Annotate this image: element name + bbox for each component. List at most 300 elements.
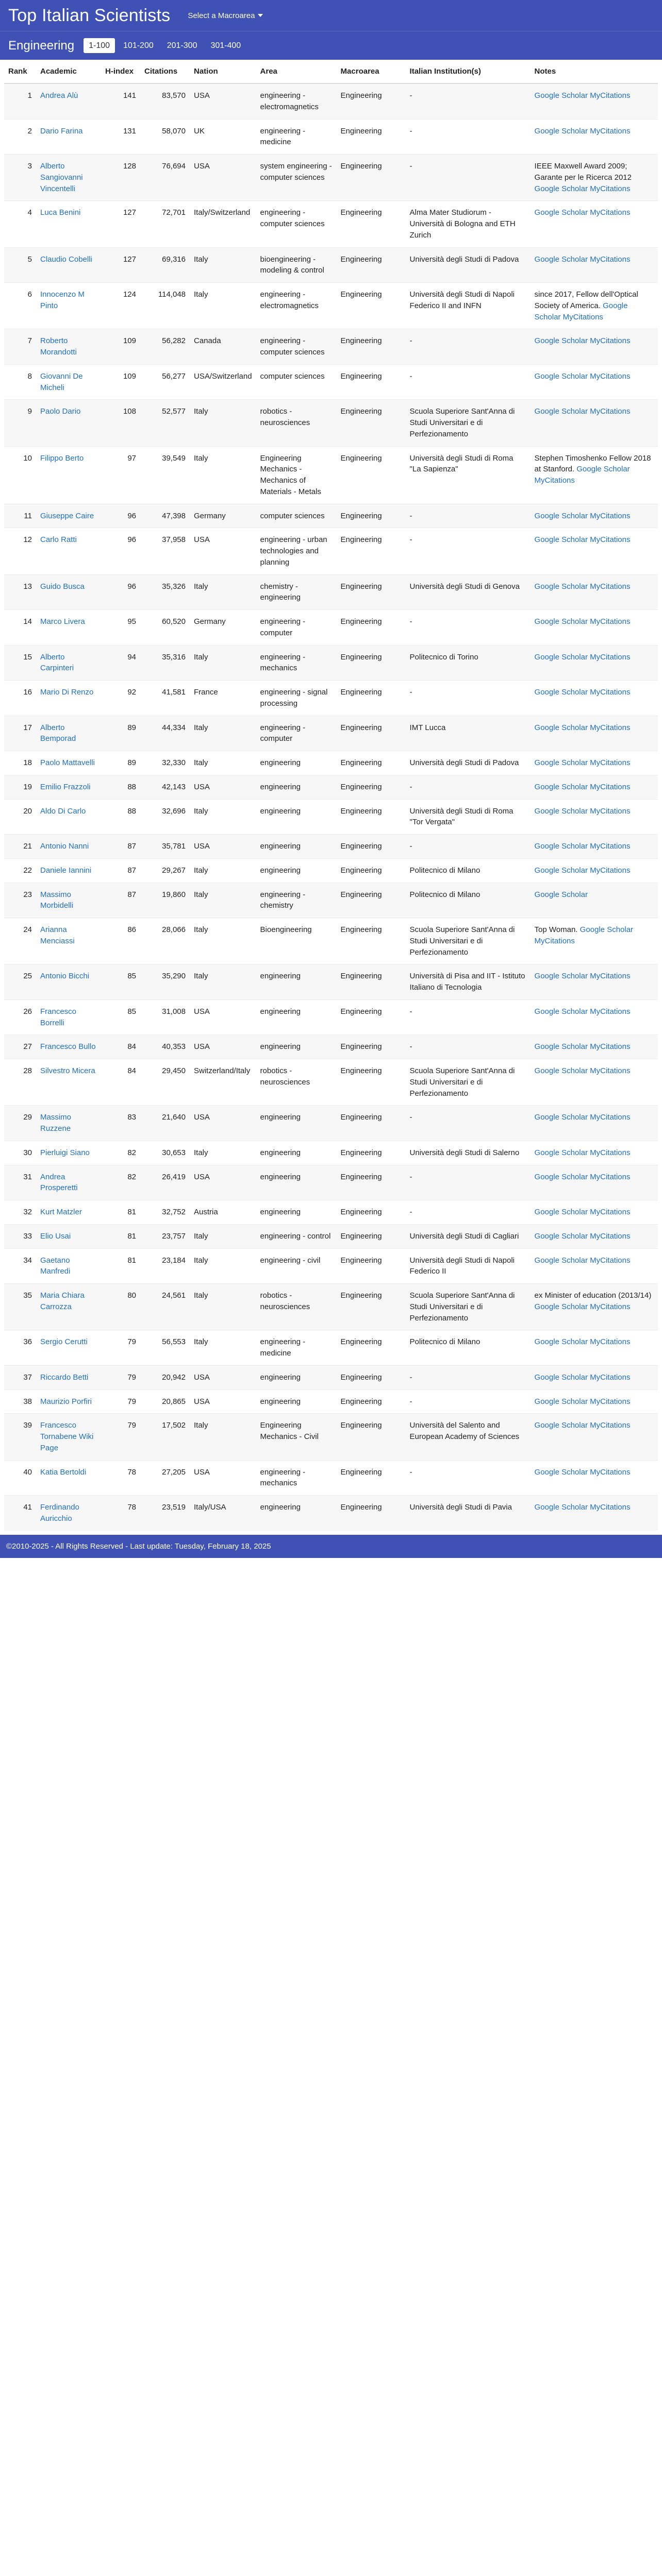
citations-cell: 72,701 xyxy=(140,201,190,247)
notes-cell: IEEE Maxwell Award 2009; Garante per le Ricerca 2012 Google Scholar MyCitations xyxy=(531,155,658,201)
area-cell: bioengineering - modeling & control xyxy=(256,247,337,283)
academic-link[interactable]: Antonio Nanni xyxy=(36,835,101,859)
macroarea-cell: Engineering xyxy=(337,1224,406,1248)
macroarea-cell: Engineering xyxy=(337,364,406,400)
nation-cell: Italy xyxy=(190,400,256,446)
google-scholar-link[interactable]: Google Scholar MyCitations xyxy=(534,255,631,264)
area-cell: computer sciences xyxy=(256,364,337,400)
google-scholar-link[interactable]: Google Scholar MyCitations xyxy=(534,1208,631,1216)
institution-cell: Università degli Studi di Padova xyxy=(406,751,531,775)
table-row xyxy=(4,681,658,716)
nation-cell: USA xyxy=(190,1106,256,1141)
nation-cell: USA xyxy=(190,1389,256,1414)
academic-link[interactable]: Giuseppe Caire xyxy=(36,504,101,528)
academic-link[interactable]: Ferdinando Auricchio xyxy=(36,1496,101,1531)
rank-cell: 20 xyxy=(4,799,36,835)
google-scholar-link[interactable]: Google Scholar MyCitations xyxy=(534,1007,631,1016)
academic-link[interactable]: Paolo Dario xyxy=(36,400,101,446)
h-index-cell: 80 xyxy=(101,1284,140,1330)
academic-link[interactable]: Arianna Menciassi xyxy=(36,918,101,964)
academic-link[interactable]: Riccardo Betti xyxy=(36,1365,101,1389)
table-row xyxy=(4,1248,658,1284)
macroarea-cell: Engineering xyxy=(337,83,406,119)
academic-link[interactable]: Alberto Bemporad xyxy=(36,716,101,751)
google-scholar-link[interactable]: Google Scholar MyCitations xyxy=(534,1397,631,1406)
google-scholar-link[interactable]: Google Scholar MyCitations xyxy=(534,652,631,662)
area-cell: engineering - signal processing xyxy=(256,681,337,716)
area-cell: Engineering Mechanics - Mechanics of Materials - Metals xyxy=(256,446,337,504)
range-button-4[interactable]: 301-400 xyxy=(210,41,241,50)
notes-cell xyxy=(531,964,658,1000)
table-row xyxy=(4,83,658,119)
nation-cell: Italy xyxy=(190,858,256,883)
nation-cell: Italy xyxy=(190,1414,256,1460)
nation-cell: Italy xyxy=(190,446,256,504)
range-bar xyxy=(0,31,662,60)
google-scholar-link[interactable]: Google Scholar MyCitations xyxy=(534,842,631,851)
nation-cell: France xyxy=(190,681,256,716)
citations-cell: 114,048 xyxy=(140,283,190,329)
academic-link[interactable]: Mario Di Renzo xyxy=(36,681,101,716)
citations-cell: 58,070 xyxy=(140,119,190,155)
macroarea-cell: Engineering xyxy=(337,751,406,775)
google-scholar-link[interactable]: Google Scholar MyCitations xyxy=(534,1148,631,1157)
h-index-cell: 95 xyxy=(101,610,140,646)
table-row xyxy=(4,1035,658,1059)
area-cell: engineering - computer sciences xyxy=(256,329,337,365)
academic-link[interactable]: Massimo Morbidelli xyxy=(36,883,101,918)
area-cell: engineering - computer xyxy=(256,610,337,646)
academic-link[interactable]: Paolo Mattavelli xyxy=(36,751,101,775)
academic-link[interactable]: Daniele Iannini xyxy=(36,858,101,883)
academic-link[interactable]: Maurizio Porfiri xyxy=(36,1389,101,1414)
h-index-cell: 88 xyxy=(101,775,140,799)
citations-cell: 23,757 xyxy=(140,1224,190,1248)
google-scholar-link[interactable]: Google Scholar MyCitations xyxy=(534,1337,631,1347)
area-cell: engineering - control xyxy=(256,1224,337,1248)
area-cell: robotics - neurosciences xyxy=(256,1059,337,1106)
rank-cell: 8 xyxy=(4,364,36,400)
academic-link[interactable]: Carlo Ratti xyxy=(36,528,101,574)
macroarea-cell: Engineering xyxy=(337,155,406,201)
academic-link[interactable]: Innocenzo M Pinto xyxy=(36,283,101,329)
citations-cell: 60,520 xyxy=(140,610,190,646)
top-navbar xyxy=(0,0,662,31)
institution-cell: - xyxy=(406,835,531,859)
range-button-3[interactable]: 201-300 xyxy=(167,41,197,50)
macroarea-cell: Engineering xyxy=(337,247,406,283)
h-index-cell: 85 xyxy=(101,964,140,1000)
area-cell: engineering xyxy=(256,1200,337,1225)
institution-cell: Scuola Superiore Sant'Anna di Studi Universitari e di Perfezionamento xyxy=(406,1059,531,1106)
notes-cell xyxy=(531,1224,658,1248)
google-scholar-link[interactable]: Google Scholar MyCitations xyxy=(534,1066,631,1075)
h-index-cell: 89 xyxy=(101,716,140,751)
nation-cell: USA xyxy=(190,528,256,574)
table-row xyxy=(4,247,658,283)
google-scholar-link[interactable]: Google Scholar MyCitations xyxy=(534,511,631,520)
table-row xyxy=(4,999,658,1035)
macroarea-cell: Engineering xyxy=(337,1059,406,1106)
nation-cell: USA xyxy=(190,1165,256,1200)
notes-cell xyxy=(531,504,658,528)
institution-cell: - xyxy=(406,1365,531,1389)
h-index-cell: 86 xyxy=(101,918,140,964)
table-row xyxy=(4,329,658,365)
macroarea-label: Select a Macroarea xyxy=(188,11,255,20)
nation-cell: Switzerland/Italy xyxy=(190,1059,256,1106)
area-cell: engineering - civil xyxy=(256,1248,337,1284)
area-cell: engineering xyxy=(256,1496,337,1531)
area-cell: engineering - medicine xyxy=(256,119,337,155)
academic-link[interactable]: Kurt Matzler xyxy=(36,1200,101,1225)
h-index-cell: 87 xyxy=(101,883,140,918)
academic-link[interactable]: Maria Chiara Carrozza xyxy=(36,1284,101,1330)
footer-text: ©2010-2025 - All Rights Reserved - Last update: Tuesday, February 18, 2025 xyxy=(6,1541,271,1551)
macroarea-cell: Engineering xyxy=(337,610,406,646)
institution-cell: - xyxy=(406,119,531,155)
institution-cell: Scuola Superiore Sant'Anna di Studi Universitari e di Perfezionamento xyxy=(406,1284,531,1330)
google-scholar-link[interactable]: Google Scholar MyCitations xyxy=(534,208,631,217)
institution-cell: - xyxy=(406,83,531,119)
institution-cell: - xyxy=(406,1106,531,1141)
range-button-2[interactable]: 101-200 xyxy=(123,41,154,50)
macroarea-cell: Engineering xyxy=(337,1389,406,1414)
nation-cell: Italy xyxy=(190,883,256,918)
rank-cell: 38 xyxy=(4,1389,36,1414)
range-selector xyxy=(84,41,249,50)
table-row xyxy=(4,1389,658,1414)
google-scholar-link[interactable]: Google Scholar MyCitations xyxy=(534,1467,631,1477)
google-scholar-link[interactable]: Google Scholar MyCitations xyxy=(534,1231,631,1241)
area-cell: engineering - computer sciences xyxy=(256,201,337,247)
macroarea-cell: Engineering xyxy=(337,574,406,610)
google-scholar-link[interactable]: Google Scholar MyCitations xyxy=(534,925,634,945)
institution-cell: Università degli Studi di Genova xyxy=(406,574,531,610)
range-button-1[interactable]: 1-100 xyxy=(84,38,115,53)
notes-cell xyxy=(531,775,658,799)
citations-cell: 35,781 xyxy=(140,835,190,859)
area-cell: engineering - urban technologies and planning xyxy=(256,528,337,574)
google-scholar-link[interactable]: Google Scholar MyCitations xyxy=(534,1503,631,1512)
area-cell: engineering xyxy=(256,1165,337,1200)
table-body xyxy=(4,83,658,1531)
google-scholar-link[interactable]: Google Scholar MyCitations xyxy=(534,806,631,816)
notes-cell xyxy=(531,999,658,1035)
area-cell: engineering xyxy=(256,799,337,835)
google-scholar-link[interactable]: Google Scholar MyCitations xyxy=(534,582,631,591)
macroarea-cell: Engineering xyxy=(337,999,406,1035)
col-nation: Nation xyxy=(190,60,256,83)
h-index-cell: 109 xyxy=(101,364,140,400)
h-index-cell: 109 xyxy=(101,329,140,365)
citations-cell: 56,277 xyxy=(140,364,190,400)
table-row xyxy=(4,400,658,446)
table-row xyxy=(4,1165,658,1200)
h-index-cell: 83 xyxy=(101,1106,140,1141)
citations-cell: 17,502 xyxy=(140,1414,190,1460)
nation-cell: Austria xyxy=(190,1200,256,1225)
google-scholar-link[interactable]: Google Scholar MyCitations xyxy=(534,126,631,135)
h-index-cell: 96 xyxy=(101,528,140,574)
h-index-cell: 88 xyxy=(101,799,140,835)
academic-link[interactable]: Elio Usai xyxy=(36,1224,101,1248)
rank-cell: 9 xyxy=(4,400,36,446)
institution-cell: Università di Pisa and IIT - Istituto Italiano di Tecnologia xyxy=(406,964,531,1000)
academic-link[interactable]: Massimo Ruzzene xyxy=(36,1106,101,1141)
academic-link[interactable]: Antonio Bicchi xyxy=(36,964,101,1000)
nation-cell: USA xyxy=(190,1365,256,1389)
macroarea-title: Engineering xyxy=(8,38,75,53)
h-index-cell: 79 xyxy=(101,1414,140,1460)
institution-cell: - xyxy=(406,1460,531,1496)
table-row xyxy=(4,528,658,574)
h-index-cell: 84 xyxy=(101,1059,140,1106)
macroarea-cell: Engineering xyxy=(337,201,406,247)
h-index-cell: 96 xyxy=(101,504,140,528)
macroarea-cell: Engineering xyxy=(337,1284,406,1330)
col-rank: Rank xyxy=(4,60,36,83)
citations-cell: 41,581 xyxy=(140,681,190,716)
site-title[interactable]: Top Italian Scientists xyxy=(8,5,171,25)
google-scholar-link[interactable]: Google Scholar MyCitations xyxy=(534,1421,631,1430)
table-row xyxy=(4,446,658,504)
academic-link[interactable]: Giovanni De Micheli xyxy=(36,364,101,400)
area-cell: robotics - neurosciences xyxy=(256,1284,337,1330)
institution-cell: - xyxy=(406,364,531,400)
institution-cell: - xyxy=(406,681,531,716)
institution-cell: Università degli Studi di Roma "Tor Vergata" xyxy=(406,799,531,835)
google-scholar-link[interactable]: Google Scholar MyCitations xyxy=(534,617,631,626)
table-row xyxy=(4,645,658,681)
academic-link[interactable]: Dario Farina xyxy=(36,119,101,155)
academic-link[interactable]: Roberto Morandotti xyxy=(36,329,101,365)
nation-cell: USA xyxy=(190,999,256,1035)
citations-cell: 21,640 xyxy=(140,1106,190,1141)
citations-cell: 69,316 xyxy=(140,247,190,283)
academic-link[interactable]: Silvestro Micera xyxy=(36,1059,101,1106)
area-cell: system engineering - computer sciences xyxy=(256,155,337,201)
nation-cell: Italy/USA xyxy=(190,1496,256,1531)
macroarea-cell: Engineering xyxy=(337,283,406,329)
citations-cell: 56,282 xyxy=(140,329,190,365)
nation-cell: Italy xyxy=(190,1248,256,1284)
academic-link[interactable]: Filippo Berto xyxy=(36,446,101,504)
h-index-cell: 79 xyxy=(101,1330,140,1366)
google-scholar-link[interactable]: Google Scholar MyCitations xyxy=(534,336,631,346)
google-scholar-link[interactable]: Google Scholar MyCitations xyxy=(534,688,631,697)
citations-cell: 24,561 xyxy=(140,1284,190,1330)
rank-cell: 33 xyxy=(4,1224,36,1248)
nation-cell: USA xyxy=(190,1035,256,1059)
institution-cell: Università del Salento and European Academy of Sciences xyxy=(406,1414,531,1460)
notes-cell: ex Minister of education (2013/14) Google Scholar MyCitations xyxy=(531,1284,658,1330)
citations-cell: 20,942 xyxy=(140,1365,190,1389)
citations-cell: 31,008 xyxy=(140,999,190,1035)
nation-cell: Italy xyxy=(190,645,256,681)
h-index-cell: 79 xyxy=(101,1389,140,1414)
nation-cell: Italy xyxy=(190,283,256,329)
macroarea-cell: Engineering xyxy=(337,681,406,716)
google-scholar-link[interactable]: Google Scholar MyCitations xyxy=(534,184,631,193)
google-scholar-link[interactable]: Google Scholar MyCitations xyxy=(534,866,631,875)
area-cell: engineering - computer xyxy=(256,716,337,751)
nation-cell: Germany xyxy=(190,504,256,528)
macroarea-cell: Engineering xyxy=(337,329,406,365)
macroarea-dropdown[interactable] xyxy=(188,11,263,20)
col-academic: Academic xyxy=(36,60,101,83)
academic-link[interactable]: Francesco Borrelli xyxy=(36,999,101,1035)
google-scholar-link[interactable]: Google Scholar MyCitations xyxy=(534,972,631,981)
academic-link[interactable]: Claudio Cobelli xyxy=(36,247,101,283)
academic-link[interactable]: Pierluigi Siano xyxy=(36,1141,101,1165)
academic-link[interactable]: Gaetano Manfredi xyxy=(36,1248,101,1284)
h-index-cell: 78 xyxy=(101,1496,140,1531)
institution-cell: - xyxy=(406,504,531,528)
academic-link[interactable]: Sergio Cerutti xyxy=(36,1330,101,1366)
macroarea-cell: Engineering xyxy=(337,716,406,751)
academic-link[interactable]: Guido Busca xyxy=(36,574,101,610)
google-scholar-link[interactable]: Google Scholar MyCitations xyxy=(534,1042,631,1052)
google-scholar-link[interactable]: Google Scholar MyCitations xyxy=(534,91,631,100)
google-scholar-link[interactable]: Google Scholar MyCitations xyxy=(534,1172,631,1181)
h-index-cell: 141 xyxy=(101,83,140,119)
table-row xyxy=(4,283,658,329)
h-index-cell: 81 xyxy=(101,1200,140,1225)
nation-cell: USA xyxy=(190,775,256,799)
google-scholar-link[interactable]: Google Scholar xyxy=(534,890,588,899)
rank-cell: 39 xyxy=(4,1414,36,1460)
notes-cell xyxy=(531,1248,658,1284)
h-index-cell: 81 xyxy=(101,1224,140,1248)
rank-cell: 18 xyxy=(4,751,36,775)
h-index-cell: 92 xyxy=(101,681,140,716)
rank-cell: 28 xyxy=(4,1059,36,1106)
notes-cell xyxy=(531,119,658,155)
rank-cell: 12 xyxy=(4,528,36,574)
institution-cell: - xyxy=(406,528,531,574)
google-scholar-link[interactable]: Google Scholar MyCitations xyxy=(534,1256,631,1265)
rank-cell: 22 xyxy=(4,858,36,883)
table-row xyxy=(4,1330,658,1366)
notes-cell xyxy=(531,610,658,646)
academic-link[interactable]: Aldo Di Carlo xyxy=(36,799,101,835)
h-index-cell: 108 xyxy=(101,400,140,446)
macroarea-cell: Engineering xyxy=(337,835,406,859)
google-scholar-link[interactable]: Google Scholar MyCitations xyxy=(534,723,631,732)
academic-link[interactable]: Luca Benini xyxy=(36,201,101,247)
google-scholar-link[interactable]: Google Scholar MyCitations xyxy=(534,535,631,545)
macroarea-cell: Engineering xyxy=(337,119,406,155)
institution-cell: Università degli Studi di Salerno xyxy=(406,1141,531,1165)
academic-link[interactable]: Katia Bertoldi xyxy=(36,1460,101,1496)
institution-cell: Università degli Studi di Cagliari xyxy=(406,1224,531,1248)
academic-link[interactable]: Marco Livera xyxy=(36,610,101,646)
institution-cell: - xyxy=(406,155,531,201)
nation-cell: Italy xyxy=(190,574,256,610)
macroarea-cell: Engineering xyxy=(337,504,406,528)
macroarea-cell: Engineering xyxy=(337,1365,406,1389)
google-scholar-link[interactable]: Google Scholar MyCitations xyxy=(534,1302,631,1311)
academic-link[interactable]: Andrea Alù xyxy=(36,83,101,119)
google-scholar-link[interactable]: Google Scholar MyCitations xyxy=(534,1372,631,1382)
col-macroarea: Macroarea xyxy=(337,60,406,83)
notes-cell xyxy=(531,1389,658,1414)
institution-cell: Politecnico di Torino xyxy=(406,645,531,681)
table-row xyxy=(4,1106,658,1141)
notes-cell xyxy=(531,1165,658,1200)
citations-cell: 19,860 xyxy=(140,883,190,918)
google-scholar-link[interactable]: Google Scholar MyCitations xyxy=(534,465,630,485)
institution-cell: - xyxy=(406,1165,531,1200)
google-scholar-link[interactable]: Google Scholar MyCitations xyxy=(534,782,631,791)
academic-link[interactable]: Alberto Sangiovanni Vincentelli xyxy=(36,155,101,201)
macroarea-cell: Engineering xyxy=(337,775,406,799)
citations-cell: 83,570 xyxy=(140,83,190,119)
notes-cell xyxy=(531,364,658,400)
citations-cell: 37,958 xyxy=(140,528,190,574)
h-index-cell: 124 xyxy=(101,283,140,329)
academic-link[interactable]: Francesco Tornabene Wiki Page xyxy=(36,1414,101,1460)
notes-cell xyxy=(531,1414,658,1460)
notes-cell xyxy=(531,835,658,859)
academic-link[interactable]: Francesco Bullo xyxy=(36,1035,101,1059)
rank-cell: 35 xyxy=(4,1284,36,1330)
citations-cell: 23,519 xyxy=(140,1496,190,1531)
nation-cell: Germany xyxy=(190,610,256,646)
nation-cell: Italy xyxy=(190,751,256,775)
institution-cell: - xyxy=(406,1035,531,1059)
macroarea-cell: Engineering xyxy=(337,1200,406,1225)
table-row xyxy=(4,1200,658,1225)
institution-cell: IMT Lucca xyxy=(406,716,531,751)
google-scholar-link[interactable]: Google Scholar MyCitations xyxy=(534,301,628,321)
nation-cell: Italy xyxy=(190,716,256,751)
macroarea-cell: Engineering xyxy=(337,645,406,681)
notes-cell xyxy=(531,716,658,751)
table-row xyxy=(4,155,658,201)
notes-cell xyxy=(531,799,658,835)
area-cell: Engineering Mechanics - Civil xyxy=(256,1414,337,1460)
macroarea-cell: Engineering xyxy=(337,400,406,446)
google-scholar-link[interactable]: Google Scholar MyCitations xyxy=(534,758,631,767)
area-cell: robotics - neurosciences xyxy=(256,400,337,446)
institution-cell: Politecnico di Milano xyxy=(406,858,531,883)
table-row xyxy=(4,119,658,155)
rank-cell: 40 xyxy=(4,1460,36,1496)
rank-cell: 10 xyxy=(4,446,36,504)
notes-cell xyxy=(531,400,658,446)
h-index-cell: 87 xyxy=(101,835,140,859)
academic-link[interactable]: Alberto Carpinteri xyxy=(36,645,101,681)
academic-link[interactable]: Andrea Prosperetti xyxy=(36,1165,101,1200)
google-scholar-link[interactable]: Google Scholar MyCitations xyxy=(534,1113,631,1122)
macroarea-cell: Engineering xyxy=(337,1141,406,1165)
google-scholar-link[interactable]: Google Scholar MyCitations xyxy=(534,407,631,416)
h-index-cell: 89 xyxy=(101,751,140,775)
google-scholar-link[interactable]: Google Scholar MyCitations xyxy=(534,371,631,381)
rank-cell: 4 xyxy=(4,201,36,247)
macroarea-cell: Engineering xyxy=(337,858,406,883)
academic-link[interactable]: Emilio Frazzoli xyxy=(36,775,101,799)
rank-cell: 14 xyxy=(4,610,36,646)
h-index-cell: 128 xyxy=(101,155,140,201)
area-cell: engineering xyxy=(256,1389,337,1414)
citations-cell: 47,398 xyxy=(140,504,190,528)
table-row xyxy=(4,1059,658,1106)
institution-cell: - xyxy=(406,610,531,646)
rank-cell: 41 xyxy=(4,1496,36,1531)
